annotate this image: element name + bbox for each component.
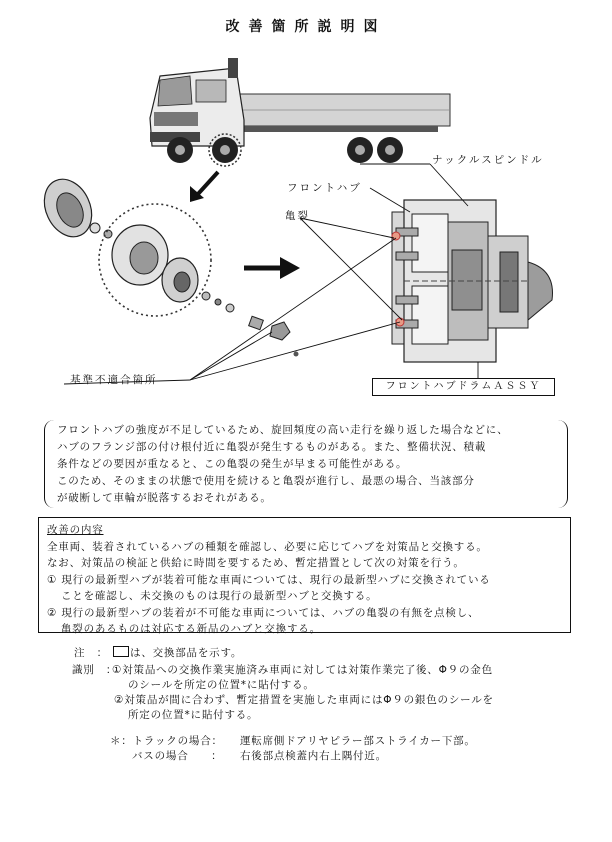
label-front-hub: フロントハブ — [287, 182, 362, 194]
improvement-line: ① 現行の最新型ハブが装着可能な車両については、現行の最新型ハブに交換されている — [47, 573, 491, 586]
improvement-line: 亀裂のあるものは対応する新品のハブと交換する。 — [61, 623, 321, 635]
description-line: が破断して車輪が脱落するおそれがある。 — [57, 492, 272, 504]
exploded-hub-parts — [35, 172, 298, 357]
page-title: 改善箇所説明図 — [225, 19, 387, 35]
truck-illustration — [150, 58, 450, 166]
note-line — [74, 646, 242, 660]
description-box — [44, 420, 568, 508]
note-label: 注 ： — [74, 647, 108, 659]
arrow-right-icon — [244, 257, 300, 279]
bus-label: バスの場合 ： — [132, 750, 223, 762]
improvement-line: 全車両、装着されているハブの種類を確認し、必要に応じてハブを対策品と交換する。 — [47, 540, 488, 553]
improvement-line: なお、対策品の検証と供給に時間を要するため、暫定措置として次の対策を行う。 — [47, 557, 465, 569]
note-text: は、交換部品を示す。 — [130, 647, 243, 659]
arrow-down-left-icon — [190, 172, 218, 202]
label-drum-assy: フロントハブドラムＡＳＳＹ — [372, 378, 555, 396]
id2-line1: ②対策品が間に合わず、暫定措置を実施した車両にはΦ９の銀色のシールを — [114, 694, 494, 706]
improvement-line: ② 現行の最新型ハブの装着が不可能な車両については、ハブの亀裂の有無を点検し、 — [47, 606, 480, 619]
improvement-box — [38, 517, 571, 633]
description-line: ハブのフランジ部の付け根付近に亀裂が発生するものがある。また、整備状況、積載 — [57, 441, 487, 453]
improvement-heading: 改善の内容 — [47, 524, 104, 536]
truck-text: 運転席側ドアリヤピラー部ストライカー下部。 — [240, 735, 476, 747]
truck-label: ＊：トラックの場合： — [110, 735, 223, 747]
bus-text: 右後部点検蓋内右上隅付近。 — [240, 750, 387, 762]
id-label: 識別 ： — [72, 664, 118, 676]
replacement-part-box-icon — [113, 646, 129, 657]
description-line: このため、そのままの状態で使用を続けると亀裂が進行し、最悪の場合、当該部分 — [57, 475, 475, 487]
improvement-line: ことを確認し、未交換のものは現行の最新型ハブと交換する。 — [61, 590, 378, 602]
description-line: フロントハブの強度が不足しているため、旋回頻度の高い走行を繰り返した場合などに、 — [57, 424, 509, 436]
id2-line2: 所定の位置*に貼付する。 — [128, 709, 259, 721]
label-crack: 亀裂 — [285, 210, 310, 222]
label-knuckle-spindle: ナックルスピンドル — [432, 154, 544, 166]
hub-cross-section — [392, 200, 553, 362]
id1-line1: ①対策品への交換作業実施済み車両に対しては対策作業完了後、Φ９の金色 — [112, 664, 493, 676]
id1-line2: のシールを所定の位置*に貼付する。 — [128, 679, 315, 691]
label-nonconforming: 基準不適合箇所 — [70, 374, 158, 386]
diagram-illustration — [0, 50, 612, 400]
description-line: 条件などの要因が重なると、この亀裂の発生が早まる可能性がある。 — [57, 458, 408, 470]
